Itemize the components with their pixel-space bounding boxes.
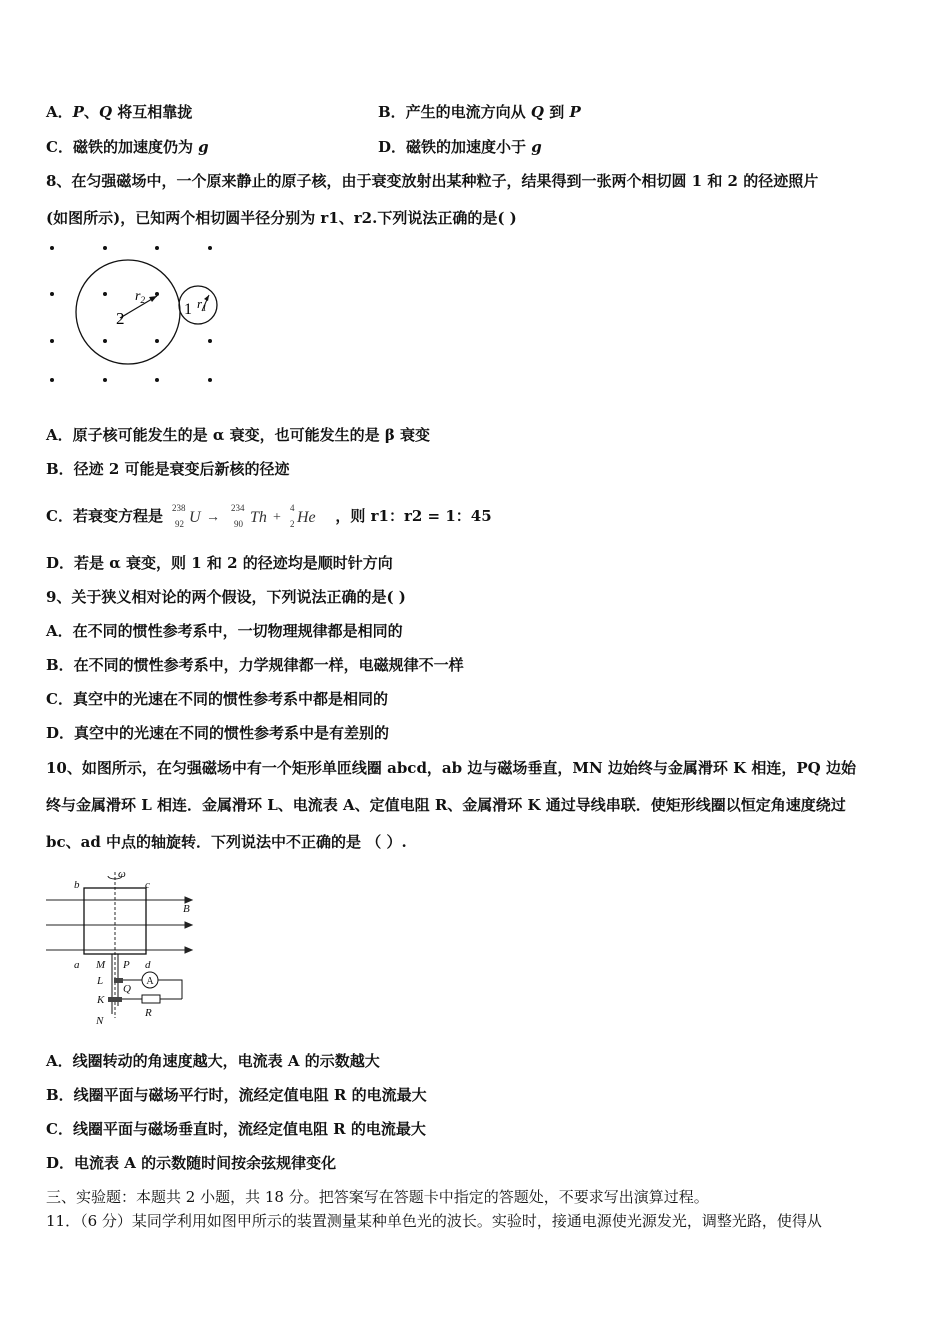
- svg-text:He: He: [297, 509, 316, 526]
- q10-stem-line3: bc、ad 中点的轴旋转．下列说法中不正确的是 （ ）.: [46, 833, 407, 851]
- label-R: R: [145, 1007, 152, 1019]
- svg-text:238: 238: [172, 503, 186, 513]
- section3-heading: 三、实验题：本题共 2 小题，共 18 分。把答案写在答题卡中指定的答题处，不要求写出演算过程。: [46, 1188, 709, 1206]
- ammeter-label: A: [146, 976, 154, 987]
- q10-option-d: D．电流表 A 的示数随时间按余弦规律变化: [46, 1154, 337, 1172]
- q11-stem-start: 11．（6 分）某同学利用如图甲所示的装置测量某种单色光的波长。实验时，接通电源使光源发光，调整光路，使得从: [46, 1212, 822, 1230]
- svg-text:234: 234: [231, 503, 245, 513]
- slip-ring-l: [114, 978, 123, 983]
- q7-option-a: A．P、Q 将互相靠拢: [46, 103, 193, 121]
- label-N: N: [96, 1015, 104, 1027]
- resistor-r: [142, 995, 160, 1003]
- large-circle-track-2: [76, 260, 180, 364]
- svg-text:+: +: [273, 510, 282, 525]
- label-Q: Q: [123, 983, 131, 995]
- label-K: K: [97, 994, 105, 1006]
- label-1: 1: [184, 301, 192, 318]
- q9-option-c: C．真空中的光速在不同的惯性参考系中都是相同的: [46, 690, 388, 708]
- q8-tangent-circles-figure: [40, 238, 230, 390]
- field-lines: [46, 897, 192, 953]
- svg-text:Th: Th: [250, 509, 268, 526]
- q10-option-c: C．线圈平面与磁场垂直时，流经定值电阻 R 的电流最大: [46, 1120, 426, 1138]
- label-r1: $r_1$: [197, 296, 207, 313]
- q9-stem: 9、关于狭义相对论的两个假设，下列说法正确的是( ): [46, 588, 406, 606]
- svg-text:U: U: [189, 509, 201, 526]
- svg-text:4: 4: [290, 503, 295, 513]
- q10-option-a: A．线圈转动的角速度越大，电流表 A 的示数越大: [46, 1052, 380, 1070]
- svg-text:90: 90: [234, 519, 244, 529]
- label-d: d: [145, 959, 151, 971]
- q9-option-d: D．真空中的光速在不同的惯性参考系中是有差别的: [46, 724, 390, 742]
- label-r2: $r_2$: [135, 289, 145, 305]
- q8-option-b: B．径迹 2 可能是衰变后新核的径迹: [46, 460, 290, 478]
- label-P: P: [123, 959, 130, 971]
- q8-option-a: A．原子核可能发生的是 α 衰变，也可能发生的是 β 衰变: [46, 426, 431, 444]
- svg-text:2: 2: [290, 519, 295, 529]
- q10-stem-line2: 终与金属滑环 L 相连．金属滑环 L、电流表 A、定值电阻 R、金属滑环 K 通过导线串联．使矩形线圈以恒定角速度绕过: [46, 796, 846, 814]
- q8-option-d: D．若是 α 衰变，则 1 和 2 的径迹均是顺时针方向: [46, 554, 393, 572]
- q7-option-c: C．磁铁的加速度仍为 g: [46, 138, 209, 156]
- q10-option-b: B．线圈平面与磁场平行时，流经定值电阻 R 的电流最大: [46, 1086, 427, 1104]
- slip-ring-k: [108, 997, 122, 1002]
- decay-equation: [172, 500, 326, 534]
- q9-option-b: B．在不同的惯性参考系中，力学规律都一样，电磁规律不一样: [46, 656, 464, 674]
- label-M: M: [96, 959, 106, 971]
- q7-option-d: D．磁铁的加速度小于 g: [378, 138, 542, 156]
- q9-option-a: A．在不同的惯性参考系中，一切物理规律都是相同的: [46, 622, 403, 640]
- q10-rotating-coil-figure: [44, 866, 194, 1028]
- q8-option-c: C．若衰变方程是 238 92 U → 234 90 Th + 4 2 He ，则 r1：r2 = 1：45: [46, 500, 492, 534]
- label-a: a: [74, 959, 80, 971]
- label-b: b: [74, 879, 80, 891]
- q7-option-b: B．产生的电流方向从 Q 到 P: [378, 103, 581, 121]
- label-2: 2: [116, 309, 125, 328]
- svg-text:92: 92: [175, 519, 185, 529]
- label-c: c: [145, 879, 150, 891]
- q8-stem-line2: (如图所示)，已知两个相切圆半径分别为 r1、r2.下列说法正确的是( ): [46, 209, 517, 227]
- label-B: B: [183, 903, 190, 915]
- label-L: L: [97, 975, 104, 987]
- q10-stem-line1: 10、如图所示，在匀强磁场中有一个矩形单匝线圈 abcd，ab 边与磁场垂直，MN 边始终与金属滑环 K 相连，PQ 边始: [46, 759, 856, 777]
- q8-stem-line1: 8、在匀强磁场中，一个原来静止的原子核，由于衰变放射出某种粒子，结果得到一张两个相切圆 1 和 2 的径迹照片: [46, 172, 819, 190]
- label-omega: ω: [118, 868, 126, 880]
- svg-text:→: →: [206, 510, 221, 525]
